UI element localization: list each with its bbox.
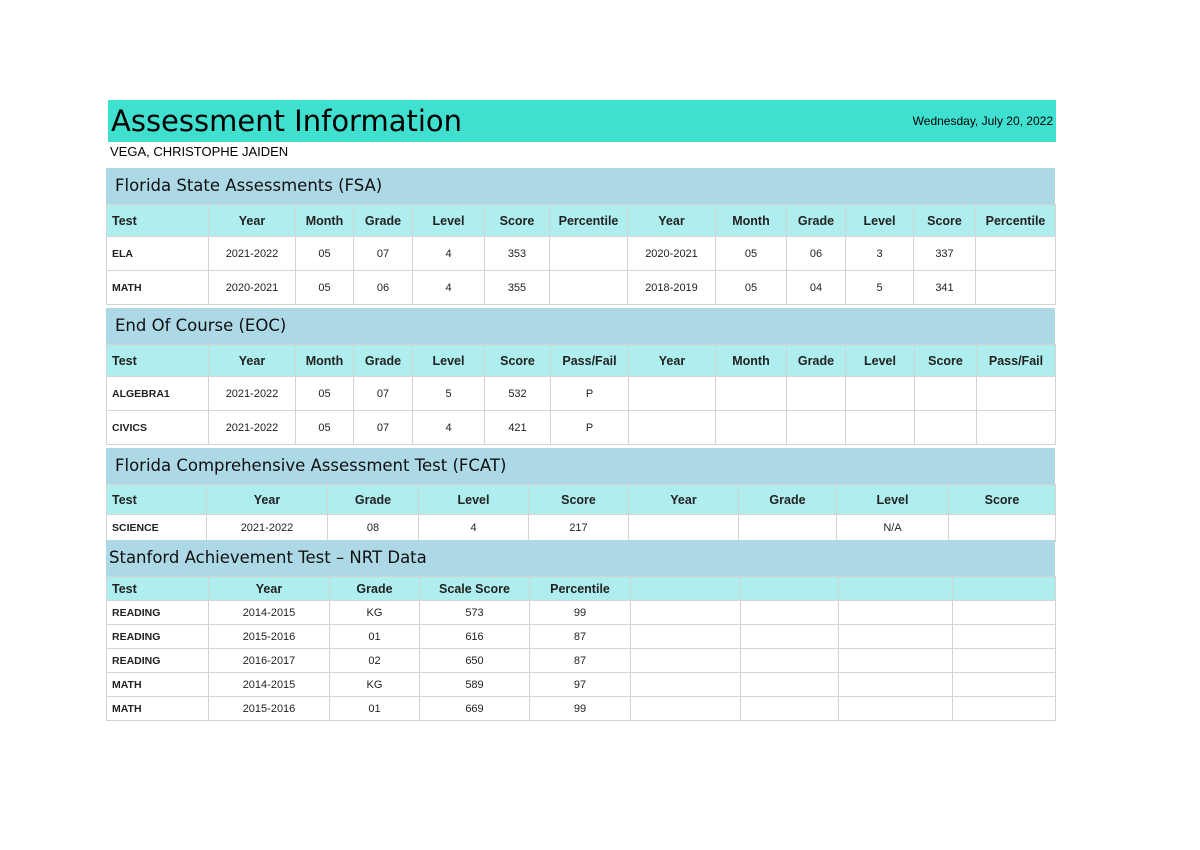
nrt-cell [741,673,839,697]
eoc-body [107,377,1056,445]
nrt-cell: 01 [330,625,420,649]
fcat-table [106,484,1056,542]
fcat-cell: N/A [837,515,949,542]
fsa-cell [976,271,1056,305]
fsa-cell: 355 [485,271,550,305]
eoc-column-header: Level [413,345,485,377]
eoc-header-row [107,345,1056,377]
fsa-column-header: Score [914,205,976,237]
fcat-cell [739,515,837,542]
fcat-column-header: Grade [328,485,419,515]
fsa-cell: 05 [296,271,354,305]
nrt-cell: 2014-2015 [209,673,330,697]
fsa-body [107,237,1056,305]
fcat-cell [949,515,1056,542]
nrt-cell [741,625,839,649]
eoc-cell [915,377,977,411]
eoc-cell: 532 [485,377,551,411]
eoc-cell: 05 [296,377,354,411]
fcat-table-row [107,515,1056,542]
nrt-section [106,540,1055,721]
eoc-cell: 07 [354,411,413,445]
fsa-cell: 337 [914,237,976,271]
fcat-cell: 08 [328,515,419,542]
nrt-cell: 2016-2017 [209,649,330,673]
fcat-column-header: Grade [739,485,837,515]
eoc-cell: ALGEBRA1 [107,377,209,411]
eoc-cell: 5 [413,377,485,411]
eoc-cell [846,411,915,445]
eoc-cell [977,377,1056,411]
fsa-column-header: Percentile [550,205,628,237]
fsa-section-title: Florida State Assessments (FSA) [106,168,1055,204]
fsa-column-header: Level [846,205,914,237]
nrt-column-header: Test [107,577,209,601]
fsa-cell: 3 [846,237,914,271]
title-bar [108,100,1056,142]
nrt-column-header: Year [209,577,330,601]
nrt-cell: KG [330,601,420,625]
eoc-cell: CIVICS [107,411,209,445]
nrt-table-row [107,601,1056,625]
eoc-cell [977,411,1056,445]
eoc-cell [787,411,846,445]
fsa-column-header: Grade [787,205,846,237]
nrt-column-header [839,577,953,601]
eoc-column-header: Score [485,345,551,377]
nrt-cell [953,649,1056,673]
fsa-cell: 06 [354,271,413,305]
eoc-cell [629,411,716,445]
fcat-column-header: Level [419,485,529,515]
fcat-section [106,448,1055,542]
nrt-column-header [631,577,741,601]
nrt-body [107,601,1056,721]
nrt-cell: 2015-2016 [209,697,330,721]
nrt-cell [839,625,953,649]
nrt-cell [839,697,953,721]
nrt-cell [631,673,741,697]
fsa-column-header: Year [209,205,296,237]
nrt-cell [631,697,741,721]
fcat-cell: 4 [419,515,529,542]
fcat-cell [629,515,739,542]
fsa-column-header: Test [107,205,209,237]
fsa-cell: 05 [296,237,354,271]
nrt-cell [953,697,1056,721]
nrt-cell: KG [330,673,420,697]
fsa-column-header: Score [485,205,550,237]
nrt-cell: 616 [420,625,530,649]
eoc-section [106,308,1055,445]
nrt-cell [631,649,741,673]
eoc-cell: 4 [413,411,485,445]
eoc-cell [846,377,915,411]
nrt-cell [631,601,741,625]
nrt-cell [953,601,1056,625]
fcat-cell: SCIENCE [107,515,207,542]
fcat-section-title: Florida Comprehensive Assessment Test (FCAT) [106,448,1055,484]
fsa-cell: 05 [716,271,787,305]
fsa-cell: 5 [846,271,914,305]
fsa-cell [976,237,1056,271]
nrt-cell: 669 [420,697,530,721]
eoc-section-title: End Of Course (EOC) [106,308,1055,344]
fsa-cell: 353 [485,237,550,271]
student-name: VEGA, CHRISTOPHE JAIDEN [110,144,289,159]
fsa-column-header: Percentile [976,205,1056,237]
nrt-cell [839,673,953,697]
eoc-column-header: Pass/Fail [551,345,629,377]
page-title: Assessment Information [111,104,463,138]
fcat-cell: 217 [529,515,629,542]
eoc-table-row [107,411,1056,445]
nrt-cell: READING [107,625,209,649]
nrt-cell: READING [107,649,209,673]
fsa-cell: 4 [413,237,485,271]
nrt-table [106,576,1056,721]
fsa-cell: 06 [787,237,846,271]
eoc-column-header: Year [629,345,716,377]
nrt-cell: 99 [530,697,631,721]
nrt-table-row [107,673,1056,697]
nrt-cell [953,673,1056,697]
nrt-cell: 99 [530,601,631,625]
nrt-cell [839,649,953,673]
eoc-cell: 421 [485,411,551,445]
eoc-cell [915,411,977,445]
eoc-cell [716,377,787,411]
nrt-column-header: Scale Score [420,577,530,601]
eoc-column-header: Pass/Fail [977,345,1056,377]
eoc-cell [787,377,846,411]
report-date: Wednesday, July 20, 2022 [912,114,1053,128]
fsa-cell: 07 [354,237,413,271]
nrt-cell: 2014-2015 [209,601,330,625]
fcat-column-header: Score [529,485,629,515]
fsa-column-header: Grade [354,205,413,237]
eoc-column-header: Grade [787,345,846,377]
nrt-cell: 2015-2016 [209,625,330,649]
fcat-column-header: Level [837,485,949,515]
fcat-column-header: Score [949,485,1056,515]
eoc-cell [629,377,716,411]
eoc-table-row [107,377,1056,411]
nrt-cell: 02 [330,649,420,673]
fsa-column-header: Level [413,205,485,237]
fcat-cell: 2021-2022 [207,515,328,542]
eoc-cell: 07 [354,377,413,411]
nrt-cell: MATH [107,673,209,697]
nrt-table-row [107,649,1056,673]
eoc-column-header: Month [296,345,354,377]
fsa-cell: 04 [787,271,846,305]
fcat-column-header: Year [629,485,739,515]
eoc-cell [716,411,787,445]
eoc-column-header: Test [107,345,209,377]
fsa-cell: 2018-2019 [628,271,716,305]
nrt-cell [741,649,839,673]
eoc-column-header: Month [716,345,787,377]
fsa-column-header: Month [296,205,354,237]
fsa-cell: ELA [107,237,209,271]
eoc-column-header: Year [209,345,296,377]
fsa-cell [550,271,628,305]
nrt-column-header: Percentile [530,577,631,601]
nrt-cell: 589 [420,673,530,697]
nrt-cell: READING [107,601,209,625]
nrt-cell: 97 [530,673,631,697]
nrt-cell: 650 [420,649,530,673]
eoc-column-header: Score [915,345,977,377]
nrt-cell: 87 [530,649,631,673]
fsa-table-row [107,271,1056,305]
eoc-cell: P [551,411,629,445]
nrt-table-row [107,625,1056,649]
nrt-cell [631,625,741,649]
fcat-column-header: Test [107,485,207,515]
fcat-header-row [107,485,1056,515]
fsa-table-row [107,237,1056,271]
fsa-cell: 2021-2022 [209,237,296,271]
nrt-cell: 01 [330,697,420,721]
eoc-cell: 2021-2022 [209,411,296,445]
fsa-column-header: Month [716,205,787,237]
fsa-cell: MATH [107,271,209,305]
fsa-table [106,204,1056,305]
nrt-cell: MATH [107,697,209,721]
nrt-header-row [107,577,1056,601]
fsa-header-row [107,205,1056,237]
eoc-column-header: Level [846,345,915,377]
fsa-cell: 4 [413,271,485,305]
eoc-cell: P [551,377,629,411]
eoc-cell: 2021-2022 [209,377,296,411]
fsa-cell: 2020-2021 [628,237,716,271]
nrt-cell [953,625,1056,649]
fsa-cell: 05 [716,237,787,271]
fsa-cell: 341 [914,271,976,305]
fcat-body [107,515,1056,542]
nrt-cell: 87 [530,625,631,649]
nrt-cell [839,601,953,625]
fsa-column-header: Year [628,205,716,237]
nrt-cell: 573 [420,601,530,625]
nrt-table-row [107,697,1056,721]
eoc-table [106,344,1056,445]
fsa-cell [550,237,628,271]
nrt-cell [741,697,839,721]
nrt-column-header [741,577,839,601]
eoc-cell: 05 [296,411,354,445]
fsa-cell: 2020-2021 [209,271,296,305]
nrt-column-header: Grade [330,577,420,601]
fcat-column-header: Year [207,485,328,515]
nrt-column-header [953,577,1056,601]
nrt-cell [741,601,839,625]
fsa-section [106,168,1055,305]
nrt-section-title: Stanford Achievement Test – NRT Data [106,540,1055,576]
eoc-column-header: Grade [354,345,413,377]
